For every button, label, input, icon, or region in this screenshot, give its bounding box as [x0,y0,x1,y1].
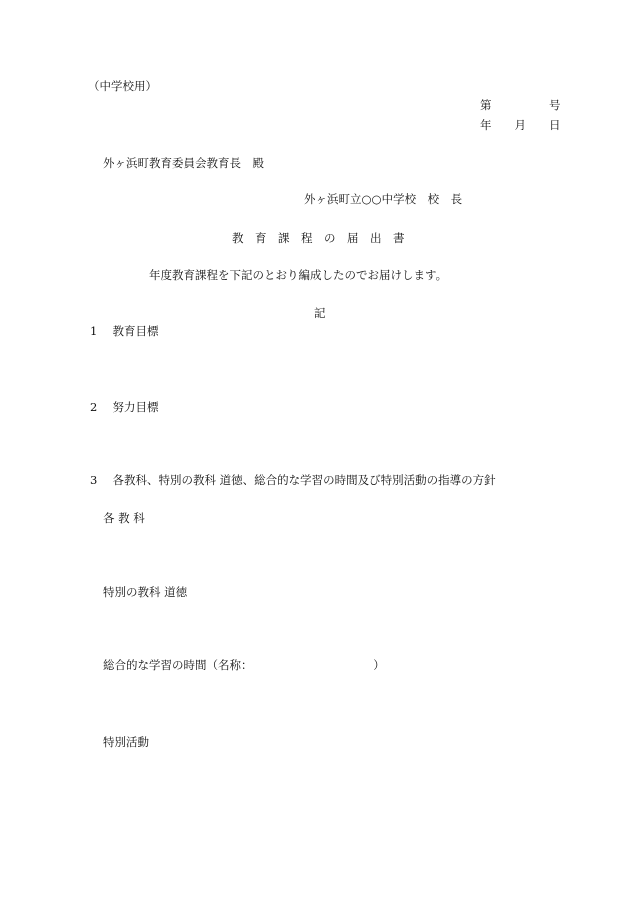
section-3-heading: 3 各教科、特別の教科 道徳、総合的な学習の時間及び特別活動の指導の方針 [90,473,496,487]
subsection-integrated-study: 総合的な学習の時間（名称： ） [103,658,385,672]
document-title: 教 育 課 程 の 届 出 書 [232,231,405,245]
section-2-heading: 2 努力目標 [90,400,159,414]
subsection-special-activities: 特別活動 [103,735,149,749]
sender: 外ヶ浜町立○○中学校 校 長 [304,192,463,206]
section-1-heading: 1 教育目標 [90,324,159,338]
subsection-subjects: 各 教 科 [103,511,145,525]
ki-label: 記 [314,306,326,320]
document-date-label: 年 月 日 [480,118,561,132]
usage-label: （中学校用） [88,79,157,93]
addressee: 外ヶ浜町教育委員会教育長 殿 [103,156,264,170]
document-number-label: 第 号 [480,98,561,112]
intro-text: 年度教育課程を下記のとおり編成したのでお届けします。 [149,268,448,282]
subsection-moral-education: 特別の教科 道徳 [103,585,188,599]
